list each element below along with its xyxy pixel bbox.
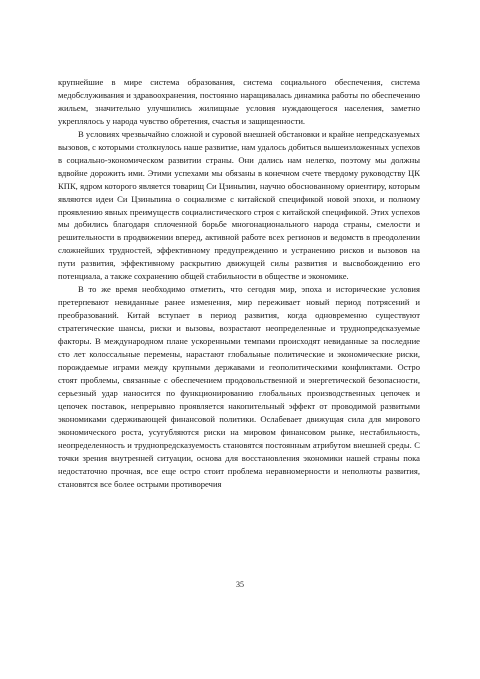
- page-number: 35: [236, 580, 244, 589]
- body-text: [58, 76, 420, 491]
- paragraph-1: крупнейшие в мире система образования, система социального обеспечения, система медобслуживания и здравоохранения, постоянно наращивалась динамика работы по обеспечению жильем, значительно улучшились жилищные условия нуждающегося населения, заметно укреплялось у народа чувство обретения, счастья и защищенности.: [58, 77, 420, 126]
- paragraph-2: В условиях чрезвычайно сложной и суровой внешней обстановки и крайне непредсказуемых вызовов, с которыми столкнулось наше развитие, нам удалось добиться вышеизложенных успехов в социально-экономическом развитии страны. Они дались нам нелегко, поэтому мы должны вдвойне дорожить ими. Этими успехами мы обязаны в конечном счете твердому руководству ЦК КПК, ядром которого является товарищ Си Цзиньпин, научно обоснованному ориентиру, которым являются идеи Си Цзиньпина о социализме с китайской спецификой новой эпохи, и полному проявлению явных преимуществ социалистического строя с китайской спецификой. Этих успехов мы добились благодаря сплоченной борьбе многонационального народа страны, смелости и решительности в продвижении вперед, активной работе всех регионов и ведомств в преодолении сложнейших трудностей, эффективному предупреждению и устранению рисков и вызовов на пути развития, эффективному раскрытию движущей силы развития и высвобождению его потенциала, а также сохранению общей стабильности в обществе и экономике.: [58, 128, 420, 282]
- paragraph-3: В то же время необходимо отметить, что сегодня мир, эпоха и исторические условия претерпевают невиданные ранее изменения, мир переживает новый период потрясений и преобразований. Китай вступает в период развития, когда одновременно существуют стратегические шансы, риски и вызовы, возрастают неопределенные и труднопредсказуемые факторы. В международном плане ускоренными темпами происходят невиданные за последние сто лет колоссальные перемены, нарастают глобальные политические и экономические риски, порождаемые играми между крупными державами и геополитическими конфликтами. Остро стоят проблемы, связанные с обеспечением продовольственной и энергетической безопасности, серьезный удар наносится по функционированию глобальных производственных цепочек и цепочек поставок, непрерывно проявляется накопительный эффект от проводимой развитыми экономиками сдерживающей финансовой политики. Ослабевает движущая сила для мирового экономического роста, усугубляются риски на мировом финансовом рынке, нестабильность, неопределенность и труднопредсказуемость становятся постоянным атрибутом внешней среды. С точки зрения внутренней ситуации, основа для восстановления экономики нашей страны пока недостаточно прочная, все еще остро стоит проблема неравномерности и неполноты развития, становятся все более острыми противоречия: [58, 284, 420, 489]
